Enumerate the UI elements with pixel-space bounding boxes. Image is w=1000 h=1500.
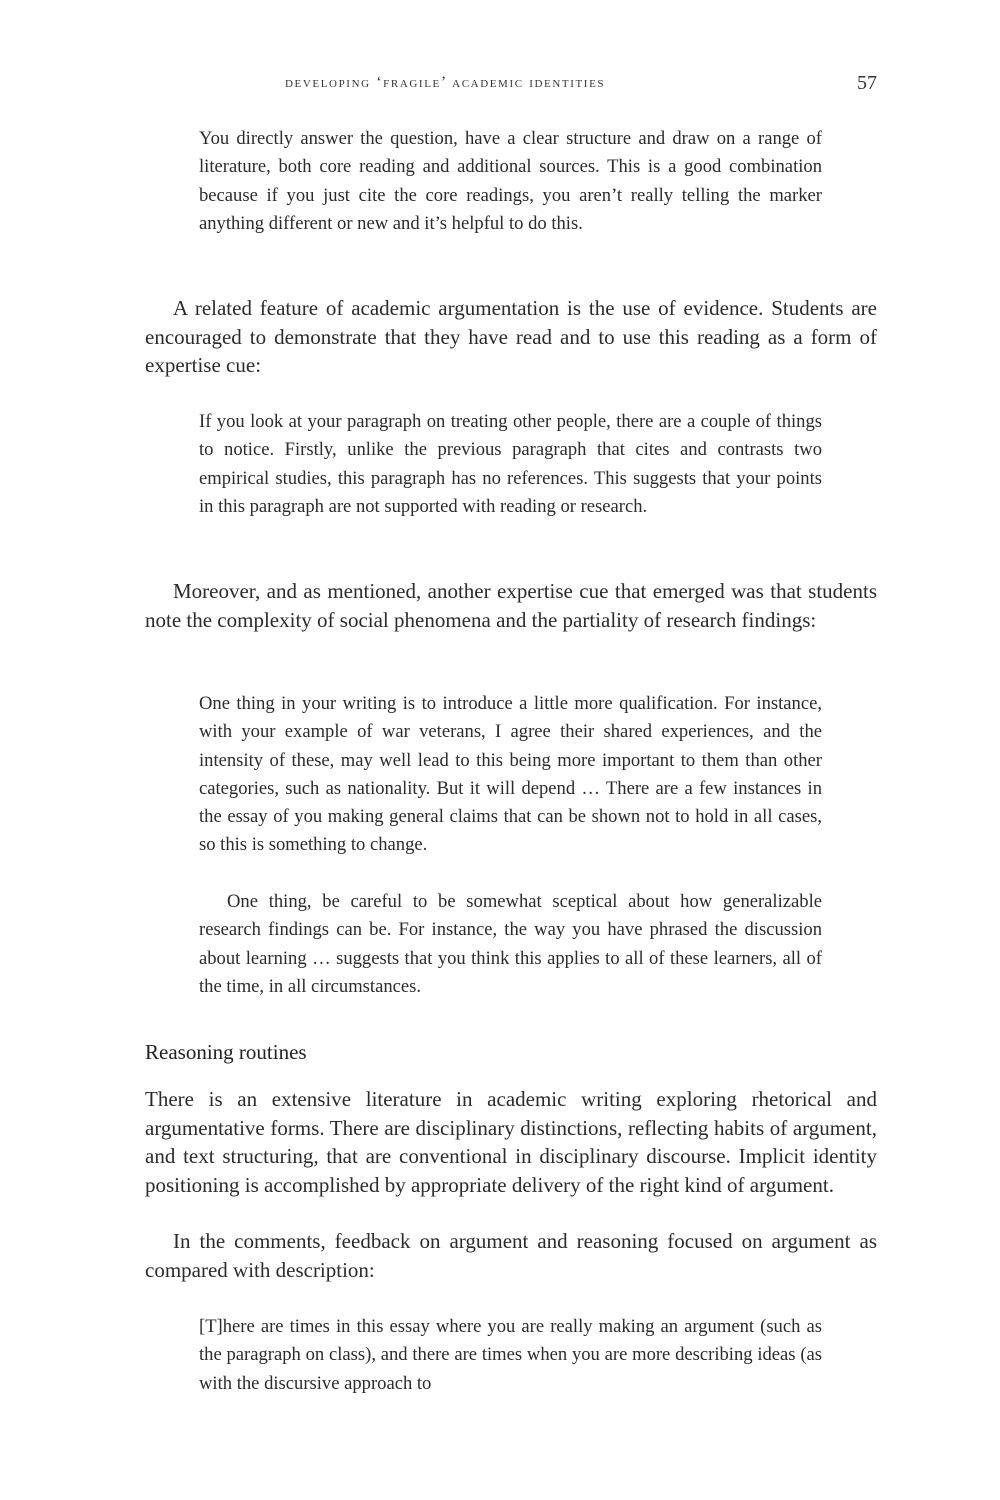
block-quote-2: If you look at your paragraph on treating other people, there are a couple of things to notice. Firstly, unlike the previous paragraph that cites and contrasts two empirical studies, this paragraph has no references. This suggests that your points in this paragraph are not supported with reading or research. (199, 411, 822, 517)
body-paragraph-1: A related feature of academic argumentation is the use of evidence. Students are encouraged to demonstrate that they have read and to use this reading as a form of expertise cue: (145, 296, 877, 377)
page-number: 57 (857, 72, 877, 94)
running-head-title: developing ‘fragile’ academic identities (285, 74, 606, 91)
block-quote-3b: One thing, be careful to be somewhat sceptical about how generalizable research findings can be. For instance, the way you have phrased the discussion about learning … suggests that you think this applies to all of these learners, all of the time, in all circumstances. (199, 891, 822, 997)
body-paragraph-4: In the comments, feedback on argument and reasoning focused on argument as compared with description: (145, 1229, 877, 1282)
running-head (145, 70, 879, 100)
block-quote-4: [T]here are times in this essay where you are really making an argument (such as the paragraph on class), and there are times when you are more describing ideas (as with the discursive approach to (199, 1316, 822, 1394)
block-quote-3a: One thing in your writing is to introduce a little more qualification. For instance, with your example of war veterans, I agree their shared experiences, and the intensity of these, may well lead to this being more important to them than other categories, such as nationality. But it will depend … There are a few instances in the essay of you making general claims that can be shown not to hold in all cases, so this is something to change. (199, 693, 822, 856)
section-heading: Reasoning routines (145, 1040, 307, 1064)
body-paragraph-2: Moreover, and as mentioned, another expertise cue that emerged was that students note the complexity of social phenomena and the partiality of research findings: (145, 579, 877, 632)
block-quote-1: You directly answer the question, have a clear structure and draw on a range of literature, both core reading and additional sources. This is a good combination because if you just cite the core readings, you aren’t really telling the marker anything different or new and it’s helpful to do this. (199, 128, 822, 234)
body-paragraph-3: There is an extensive literature in academic writing exploring rhetorical and argumentative forms. There are disciplinary distinctions, reflecting habits of argument, and text structuring, that are conventional in disciplinary discourse. Implicit identity positioning is accomplished by appropriate delivery of the right kind of argument. (145, 1087, 877, 1197)
